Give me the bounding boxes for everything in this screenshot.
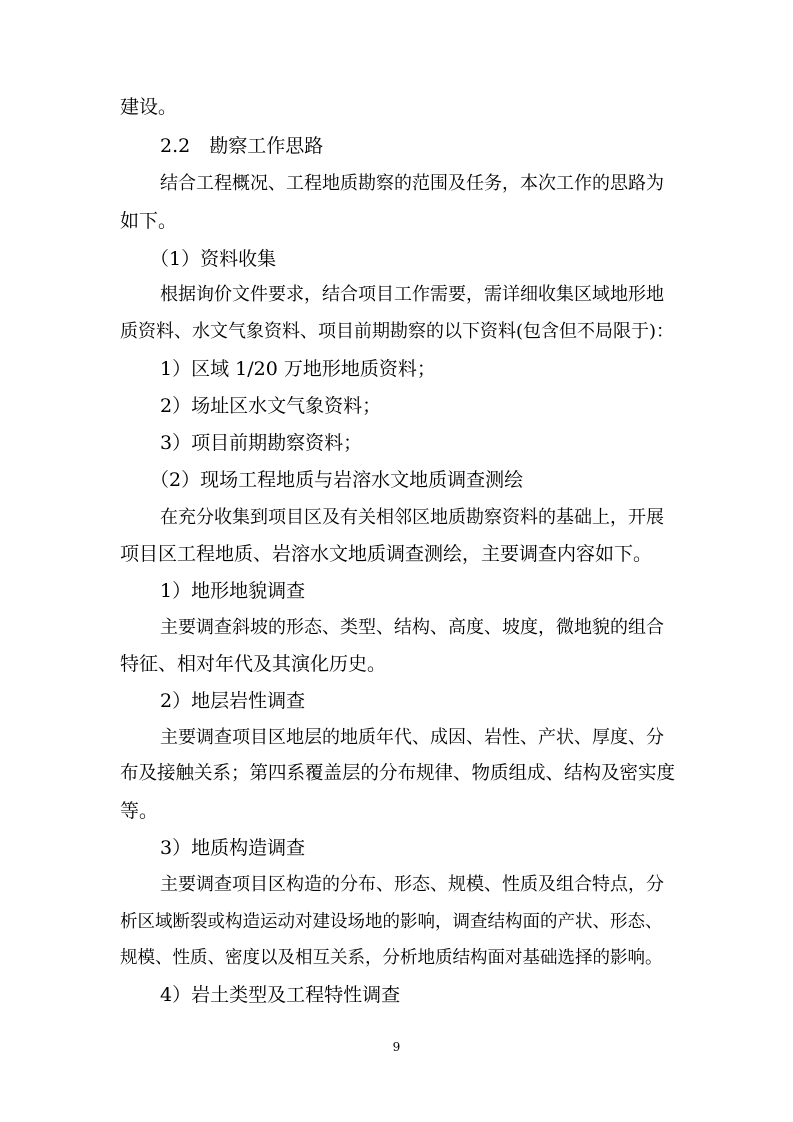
subsection-heading: （1）资料收集 [150, 248, 277, 270]
list-item: 3）项目前期勘察资料； [160, 432, 363, 454]
paragraph-line: 主要调查项目区构造的分布、形态、规模、性质及组合特点，分 [160, 874, 664, 895]
list-item: 2）地层岩性调查 [160, 690, 306, 712]
list-item: 3）地质构造调查 [160, 837, 306, 859]
paragraph-line: 主要调查斜坡的形态、类型、结构、高度、坡度，微地貌的组合 [160, 617, 664, 638]
section-heading: 2.2 勘察工作思路 [160, 135, 324, 157]
list-item: 2）场址区水文气象资料； [160, 395, 382, 417]
paragraph-line: 布及接触关系；第四系覆盖层的分布规律、物质组成、结构及密实度 [120, 763, 676, 784]
list-item: 1）区域 1/20 万地形地质资料； [160, 358, 436, 380]
paragraph-line: 如下。 [120, 210, 178, 232]
paragraph-line: 建设。 [120, 96, 178, 118]
paragraph-line: 项目区工程地质、岩溶水文地质调查测绘，主要调查内容如下。 [120, 543, 653, 565]
paragraph-line: 结合工程概况、工程地质勘察的范围及任务，本次工作的思路为 [160, 173, 664, 194]
list-item: 4）岩土类型及工程特性调查 [160, 984, 401, 1006]
paragraph-line: 特征、相对年代及其演化历史。 [120, 653, 387, 675]
list-item: 1）地形地貌调查 [160, 580, 306, 602]
paragraph-line: 在充分收集到项目区及有关相邻区地质勘察资料的基础上，开展 [160, 507, 664, 528]
subsection-heading: （2）现场工程地质与岩溶水文地质调查测绘 [150, 469, 524, 491]
paragraph-line: 主要调查项目区地层的地质年代、成因、岩性、产状、厚度、分 [160, 727, 664, 748]
paragraph-line: 根据询价文件要求，结合项目工作需要，需详细收集区域地形地 [160, 284, 664, 305]
paragraph-line: 等。 [120, 800, 159, 822]
page-number: 9 [392, 1040, 401, 1054]
paragraph-line: 质资料、水文气象资料、项目前期勘察的以下资料(包含但不局限于)： [120, 321, 675, 342]
paragraph-line: 规模、性质、密度以及相互关系，分析地质结构面对基础选择的影响。 [120, 948, 663, 968]
paragraph-line: 析区域断裂或构造运动对建设场地的影响，调查结构面的产状、形态、 [120, 912, 663, 932]
